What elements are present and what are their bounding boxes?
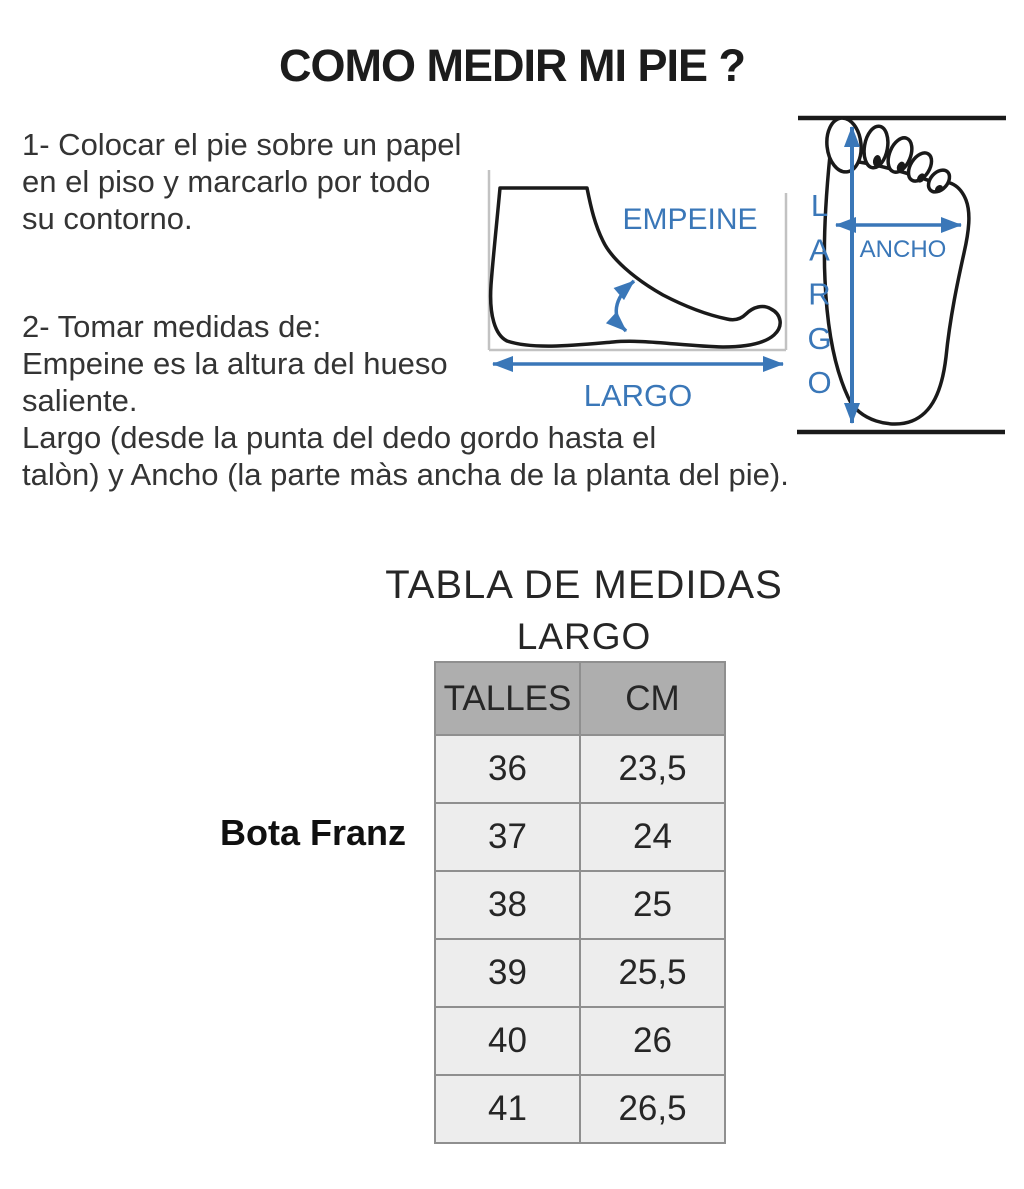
cm-cell: 26,5 <box>580 1075 725 1143</box>
instruction-line: Largo (desde la punta del dedo gordo hasta el <box>22 420 657 455</box>
cm-cell: 25,5 <box>580 939 725 1007</box>
column-header-cm: CM <box>580 662 725 735</box>
talles-cell: 41 <box>435 1075 580 1143</box>
talles-cell: 37 <box>435 803 580 871</box>
instruction-step-1 <box>22 126 461 237</box>
table-row <box>435 803 725 871</box>
table-row <box>435 871 725 939</box>
instruction-line: su contorno. <box>22 201 193 236</box>
talles-cell: 40 <box>435 1007 580 1075</box>
table-row <box>435 1075 725 1143</box>
talles-cell: 36 <box>435 735 580 803</box>
product-label: Bota Franz <box>219 812 406 853</box>
size-table-subtitle: LARGO <box>516 616 652 657</box>
side-foot-diagram <box>483 163 793 413</box>
largo-label: LARGO <box>583 378 693 413</box>
instruction-line: 1- Colocar el pie sobre un papel <box>22 127 462 162</box>
cm-cell: 24 <box>580 803 725 871</box>
size-table-title: TABLA DE MEDIDAS <box>385 563 783 607</box>
size-table <box>434 661 726 1144</box>
instruction-line: talòn) y Ancho (la parte màs ancha de la planta del pie). <box>22 457 789 492</box>
table-row <box>435 735 725 803</box>
ancho-label: ANCHO <box>859 236 947 263</box>
empeine-label: EMPEINE <box>622 203 758 236</box>
talles-cell: 39 <box>435 939 580 1007</box>
talles-cell: 38 <box>435 871 580 939</box>
column-header-talles: TALLES <box>435 662 580 735</box>
foot-sole-outline-icon <box>824 155 969 424</box>
table-row <box>435 1007 725 1075</box>
cm-cell: 26 <box>580 1007 725 1075</box>
cm-cell: 25 <box>580 871 725 939</box>
cm-cell: 23,5 <box>580 735 725 803</box>
page-title: COMO MEDIR MI PIE ? <box>278 40 745 91</box>
size-table-header-row <box>435 662 725 735</box>
table-row <box>435 939 725 1007</box>
instruction-line: saliente. <box>22 383 138 418</box>
largo-vertical-label: LARGO <box>802 188 837 410</box>
instruction-line: 2- Tomar medidas de: <box>22 309 322 344</box>
instruction-line: Empeine es la altura del hueso <box>22 346 448 381</box>
instruction-line: en el piso y marcarlo por todo <box>22 164 431 199</box>
